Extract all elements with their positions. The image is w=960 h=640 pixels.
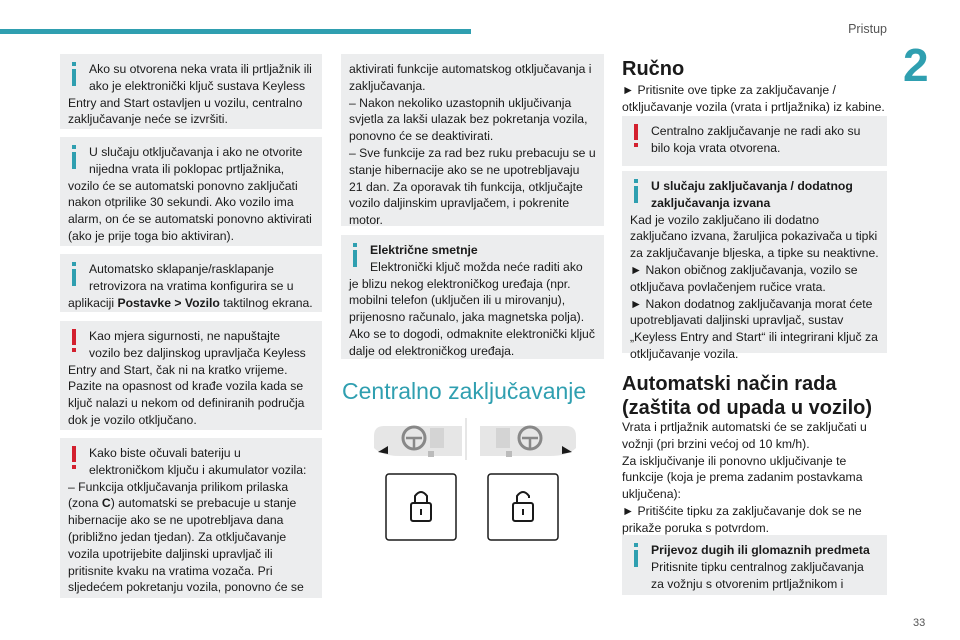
info-icon [633, 543, 640, 567]
info-icon [633, 179, 640, 203]
note-electrical-interference: Električne smetnje Elektronički ključ možda neće raditi ako je blizu nekog elektroničkog uređaja (npr. mobilni telefon (uključen ili u mirovanju), prijenosno računalo, jaka magnetska polja). Ako se to dogodi, odmaknite elektronički ključ dalje od elektroničkog uređaja. [341, 235, 604, 359]
info-icon [71, 262, 78, 286]
automatic-mode-text: Vrata i prtljažnik automatski će se zaključati u vožnji (pri brzini većoj od 10 km/h). Za isključivanje ili ponovno uključivanje te funkcije (koja je prema zadanim postavkama uključena): ► Pritišćite tipku za zaključavanje dok se ne prikaže poruka s potvrdom. [622, 420, 867, 535]
note-doors-open: Ako su otvorena neka vrata ili prtljažnik ili ako je elektronički ključ sustava Keyless Entry and Start ostavljen u vozilu, centralno zaključavanje neće se izvršiti. [60, 54, 322, 129]
central-locking-diagram [370, 418, 580, 568]
note-auto-relock: U slučaju otključavanja i ako ne otvorite nijedna vrata ili poklopac prtljažnika, vozilo će se automatski ponovno zaključati nakon otprilike 30 sekundi. Ako vozilo ima alarm, on će se automatski ponovno aktivirati (ako je prije toga bio aktiviran). [60, 137, 322, 246]
manual-text: ► Pritisnite ove tipke za zaključavanje / otključavanje vozila (vrata i prtljažnika) iz kabine. [622, 83, 885, 114]
dashboard-left-illustration [374, 418, 466, 460]
warning-battery: Kako biste očuvali bateriju u elektroničkom ključu i akumulator vozila: – Funkcija otključavanja prilikom prilaska (zona C) automatski se prebacuje u stanje hibernacije ako se ne upotrebljava dana (približno jedan tjedan). Za otključavanje vozila upotrijebite daljinski upravljač ili pritisnite kvaku na vratima vozača. Pri sljedećem pokretanju vozila, ponovno će se [60, 438, 322, 598]
warning-icon [71, 329, 78, 353]
note-external-locking: U slučaju zaključavanja / dodatnog zaključavanja izvana Kad je vozilo zaključano ili dodatno zaključano izvana, žaruljica pokazivača u tipki za zaključavanje bljeska, a tipke su neaktivne. ► Nakon običnog zaključavanja, vozilo se otključava povlačenjem ručice vrata. ► Nakon dodatnog zaključavanja morat ćete upotrebljavati daljinski upravljač, sustav „Keyless Entry and Start“ ili integrirani ključ za otključavanje vozila. [622, 171, 887, 353]
page-number: 33 [913, 617, 926, 629]
lock-button-icon [386, 474, 456, 540]
info-icon [71, 145, 78, 169]
warning-icon [71, 446, 78, 470]
unlock-button-icon [488, 474, 558, 540]
note-mirrors: Automatsko sklapanje/rasklapanje retrovizora na vratima konfigurira se u aplikaciji Postavke > Vozilo taktilnog ekrana. [60, 254, 322, 312]
note-long-objects: Prijevoz dugih ili glomaznih predmeta Pritisnite tipku centralnog zaključavanja za vožnju s otvorenim prtljažnikom i [622, 535, 887, 595]
warning-icon [633, 124, 640, 148]
dashboard-right-illustration [480, 426, 576, 457]
info-icon [352, 243, 359, 267]
top-accent-bar [0, 29, 471, 34]
warning-security: Kao mjera sigurnosti, ne napuštajte vozilo bez daljinskog upravljača Keyless Entry and Start, čak ni na kratko vrijeme. Pazite na opasnost od krađe vozila kada se ključ nalazi u nekom od definiranih područja dok je vozilo otključano. [60, 321, 322, 430]
heading-automatic-mode: Automatski način rada (zaštita od upada u vozilo) [622, 373, 873, 419]
info-icon [71, 62, 78, 86]
section-title-central-locking: Centralno zaključavanje [342, 378, 587, 404]
chapter-number: 2 [903, 39, 929, 91]
note-continued: aktivirati funkcije automatskog otključavanja i zaključavanja. – Nakon nekoliko uzastopnih uključivanja svjetla za lakši ulazak bez pokretanja vozila, ponovno će se deaktivirati. – Sve funkcije za rad bez ruku prebacuju se u stanje hibernacije ako se ne upotrebljavaju 21 dan. Za oporavak tih funkcija, otključajte vozilo daljinskim upravljačem, i pokrenite motor. [341, 54, 604, 226]
section-name: Pristup [848, 22, 887, 36]
warning-central-locking: Centralno zaključavanje ne radi ako su bilo koja vrata otvorena. [622, 116, 887, 166]
heading-manual: Ručno [622, 58, 685, 80]
